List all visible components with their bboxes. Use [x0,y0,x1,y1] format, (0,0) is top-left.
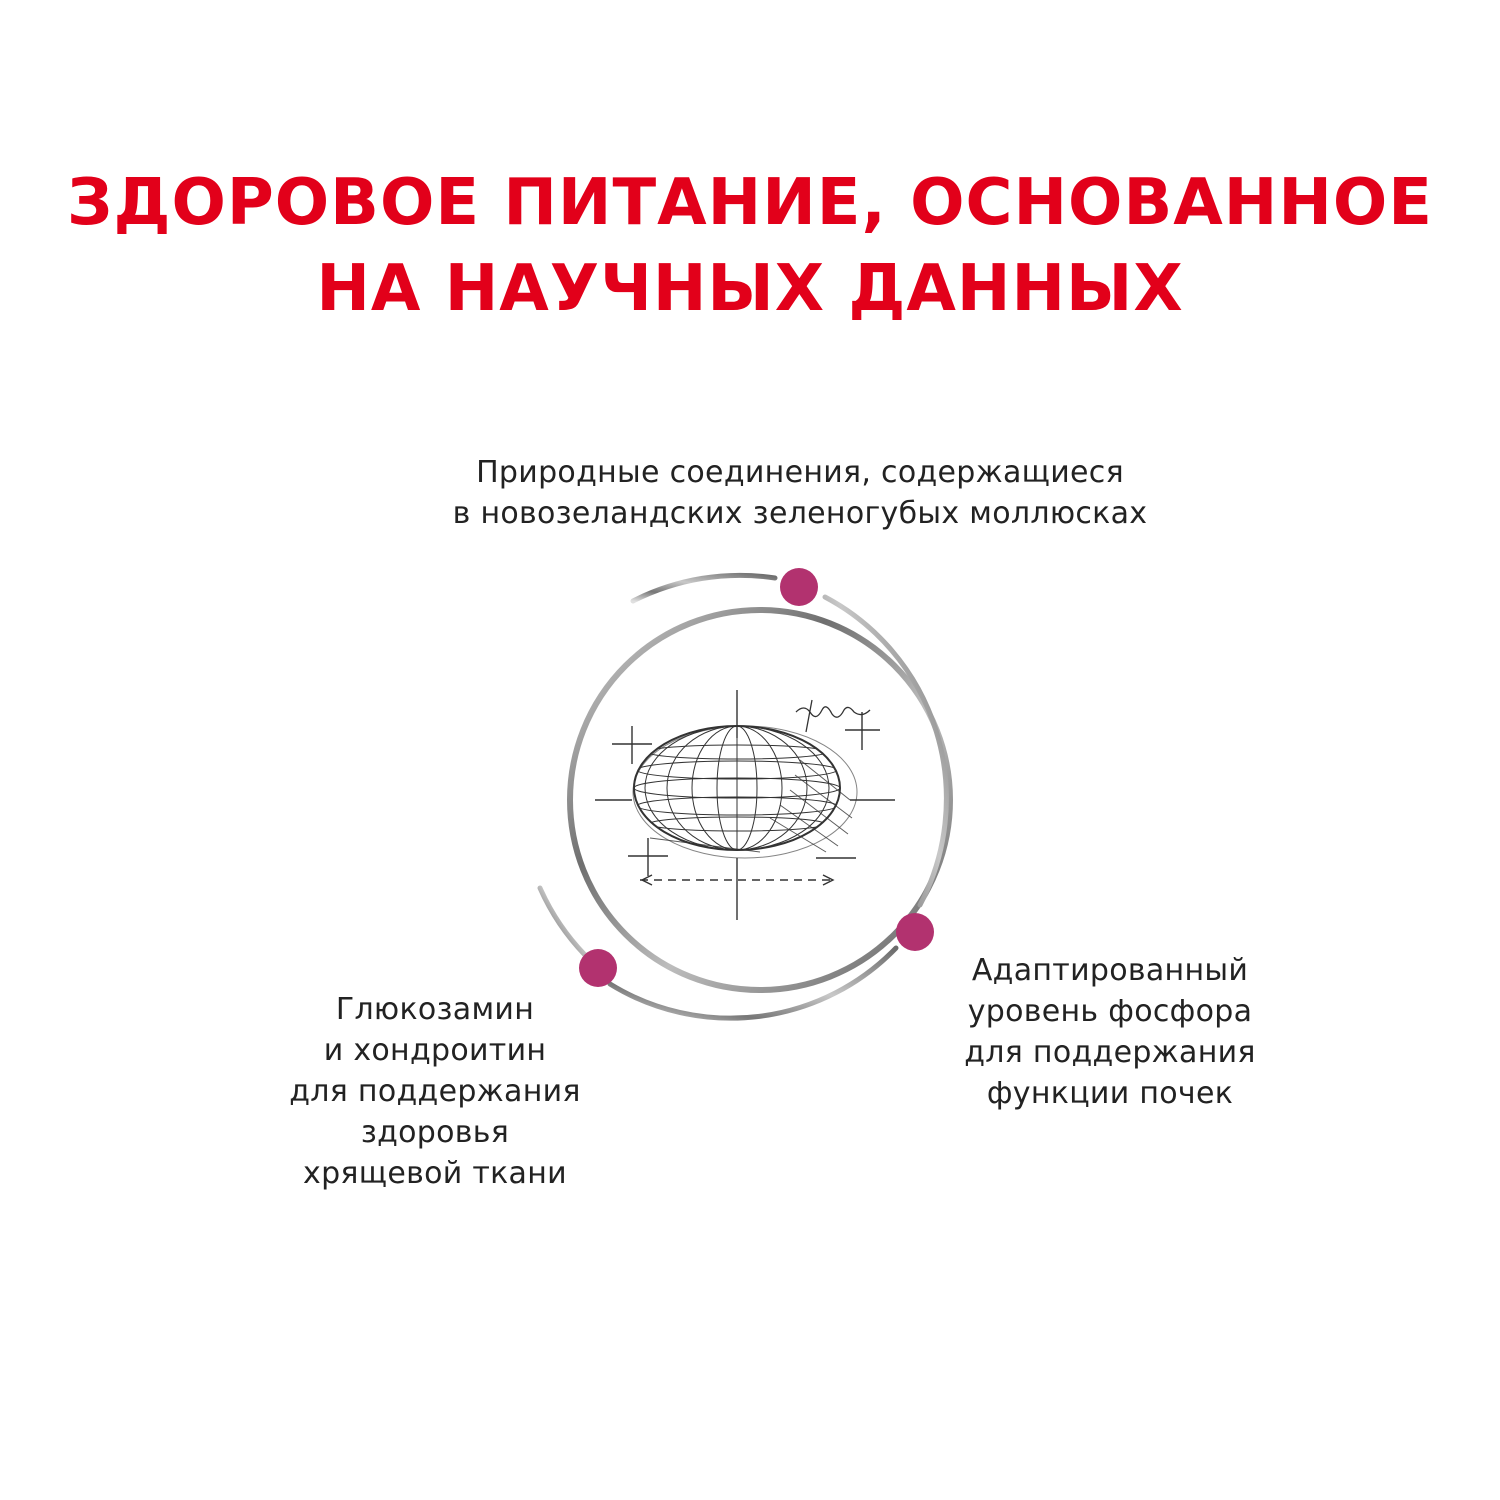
benefit-left-line-1: Глюкозамин [335,992,535,1027]
benefit-label-left [210,989,660,1194]
benefit-top-line-2: в новозеландских зеленогубых моллюсках [452,496,1148,531]
benefit-dot-icon [780,568,818,606]
benefit-right-line-3: для поддержания [964,1035,1256,1070]
benefit-label-top [300,452,1300,534]
benefit-left-line-2: и хондроитин [323,1033,547,1068]
benefit-left-line-5: хрящевой ткани [303,1156,567,1191]
kibble-sketch-icon [595,690,895,920]
headline-line-1: ЗДОРОВОЕ ПИТАНИЕ, ОСНОВАННОЕ [66,166,1434,240]
outer-arc-left [540,888,585,955]
benefit-top-line-1: Природные соединения, содержащиеся [476,455,1124,490]
benefit-dot-icon [579,949,617,987]
benefit-label-right [880,950,1340,1114]
benefit-right-line-1: Адаптированный [971,953,1249,988]
headline-line-2: НА НАУЧНЫХ ДАННЫХ [316,252,1184,326]
benefit-dot-icon [896,913,934,951]
benefit-right-line-4: функции почек [986,1076,1234,1111]
benefit-left-line-4: здоровья [360,1115,510,1150]
outer-arc-right [825,597,946,905]
outer-arc-top [633,575,775,601]
benefit-left-line-3: для поддержания [289,1074,581,1109]
benefit-right-line-2: уровень фосфора [967,994,1253,1029]
